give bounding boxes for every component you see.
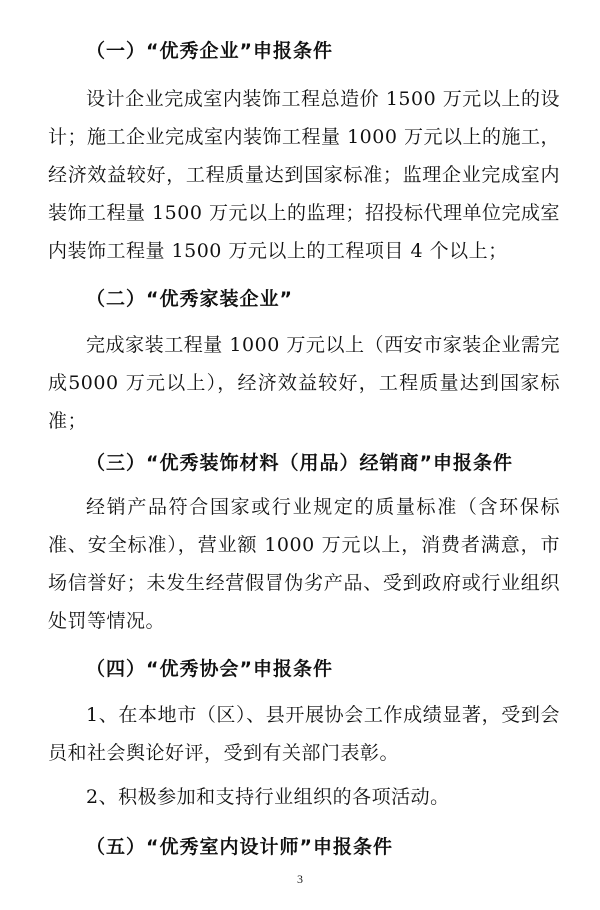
section-body-excellent-home-decoration: 完成家装工程量 1000 万元以上（西安市家装企业需完成5000 万元以上），经济效益较好，工程质量达到国家标准； xyxy=(48,334,560,432)
association-item-1: 1、在本地市（区）、县开展协会工作成绩显著，受到会员和社会舆论好评，受到有关部门表彰。 xyxy=(48,704,560,764)
section-body-excellent-enterprise: 设计企业完成室内装饰工程总造价 1500 万元以上的设计；施工企业完成室内装饰工程量 1000 万元以上的施工，经济效益较好，工程质量达到国家标准；监理企业完成室内装饰工程量 1500 万元以上的监理；招投标代理单位完成室内装饰工程量 1500 万元以上的工程项目 4 个以上； xyxy=(48,88,560,262)
section-heading-excellent-interior-designer: （五）“优秀室内设计师”申报条件 xyxy=(86,836,393,858)
section-heading-excellent-home-decoration: （二）“优秀家装企业” xyxy=(86,288,293,310)
page-number: 3 xyxy=(297,872,303,886)
section-heading-excellent-material-dealer: （三）“优秀装饰材料（用品）经销商”申报条件 xyxy=(86,452,513,474)
association-item-2: 2、积极参加和支持行业组织的各项活动。 xyxy=(86,786,450,808)
document-content xyxy=(48,30,560,868)
section-heading-excellent-enterprise: （一）“优秀企业”申报条件 xyxy=(86,40,333,62)
section-body-excellent-material-dealer: 经销产品符合国家或行业规定的质量标准（含环保标准、安全标准），营业额 1000 万元以上，消费者满意，市场信誉好；未发生经营假冒伪劣产品、受到政府或行业组织处罚等情况。 xyxy=(48,496,560,632)
section-heading-excellent-association: （四）“优秀协会”申报条件 xyxy=(86,658,333,680)
